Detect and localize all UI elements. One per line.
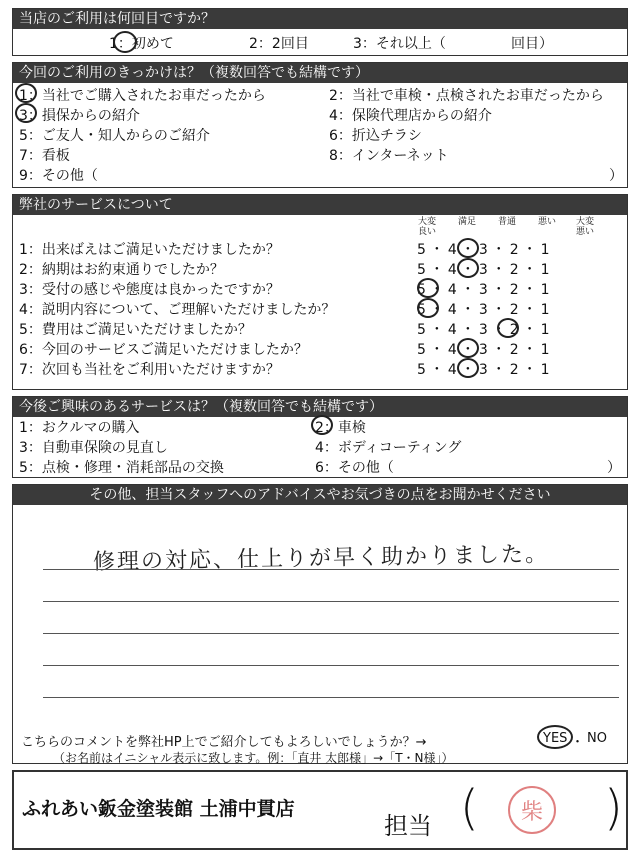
trigger-item-5[interactable]: 5：ご友人・知人からのご紹介 <box>19 128 210 144</box>
ruled-line <box>43 697 619 698</box>
rating-answer-circle <box>417 278 439 298</box>
staff-label: 担当 <box>384 812 432 840</box>
rating-question-3: 3：受付の感じや態度は良かったですか？ <box>19 282 280 298</box>
scale-label-2: 悪い <box>537 217 556 227</box>
rating-question-1: 1：出来ばえはご満足いただけましたか？ <box>19 242 280 258</box>
selection-circle <box>311 415 333 435</box>
trigger-item-3[interactable]: 3：損保からの紹介 <box>19 108 140 124</box>
rating-question-7: 7：次回も当社をご利用いただけますか？ <box>19 362 280 378</box>
interest-item-1[interactable]: 1：おクルマの購入 <box>19 420 140 436</box>
service-rating-section <box>12 194 628 390</box>
scale-label-5: 大変 良い <box>417 217 436 237</box>
rating-answer-circle <box>497 318 519 338</box>
staff-seal-text: 柴 <box>520 799 543 825</box>
comments-section <box>12 484 628 764</box>
rating-answer-circle <box>457 358 479 378</box>
option-separator: ・ <box>571 735 585 750</box>
scale-label-3: 普通 <box>497 217 516 227</box>
shop-footer <box>12 770 628 850</box>
visit-option-1[interactable]: 1：初めて <box>109 36 174 52</box>
ruled-line <box>43 633 619 634</box>
selection-circle <box>537 725 573 749</box>
ruled-line <box>43 601 619 602</box>
trigger-item-7[interactable]: 7：看板 <box>19 148 70 164</box>
interest-section <box>12 396 628 478</box>
rating-answer-circle <box>457 258 479 278</box>
trigger-header: 今回のご利用のきっかけは？（複数回答でも結構です） <box>13 63 627 83</box>
publish-permission-question: こちらのコメントを弊社HP上でご紹介してもよろしいでしょうか？→ <box>21 735 427 750</box>
selection-circle <box>15 83 37 103</box>
visit-option-3-tail: 回目） <box>511 36 553 52</box>
rating-answer-circle <box>457 338 479 358</box>
scale-label-4: 満足 <box>457 217 476 227</box>
rating-scale-6[interactable]: 5・4・3・2・1 <box>417 342 554 358</box>
trigger-item-9-close: ） <box>609 168 623 184</box>
initials-note: （お名前はイニシャル表示に致します。例：「直井 太郎様」→「T・N様」） <box>53 751 454 765</box>
rating-scale-7[interactable]: 5・4・3・2・1 <box>417 362 554 378</box>
rating-question-5: 5：費用はご満足いただけましたか？ <box>19 322 252 338</box>
rating-answer-circle <box>457 238 479 258</box>
rating-question-4: 4：説明内容について、ご理解いただけましたか？ <box>19 302 336 318</box>
interest-item-2[interactable]: 2：車検 <box>315 420 366 436</box>
rating-scale-1[interactable]: 5・4・3・2・1 <box>417 242 554 258</box>
visit-option-2[interactable]: 2：2回目 <box>249 36 309 52</box>
trigger-section <box>12 62 628 188</box>
trigger-item-4[interactable]: 4：保険代理店からの紹介 <box>329 108 492 124</box>
selection-circle <box>113 31 137 53</box>
scale-label-1: 大変 悪い <box>575 217 594 237</box>
interest-header: 今後ご興味のあるサービスは？（複数回答でも結構です） <box>13 397 627 417</box>
rating-scale-3[interactable]: 5・4・3・2・1 <box>417 282 554 298</box>
rating-answer-circle <box>417 298 439 318</box>
interest-item-6[interactable]: 6：その他（ <box>315 460 394 476</box>
trigger-item-6[interactable]: 6：折込チラシ <box>329 128 422 144</box>
rating-scale-4[interactable]: 5・4・3・2・1 <box>417 302 554 318</box>
trigger-item-1[interactable]: 1：当社でご購入されたお車だったから <box>19 88 266 104</box>
service-rating-header: 弊社のサービスについて <box>13 195 627 215</box>
trigger-item-9[interactable]: 9：その他（ <box>19 168 98 184</box>
rating-scale-5[interactable]: 5・4・3・2・1 <box>417 322 554 338</box>
rating-question-6: 6：今回のサービスご満足いただけましたか？ <box>19 342 308 358</box>
selection-circle <box>15 103 37 123</box>
interest-item-4[interactable]: 4：ボディコーティング <box>315 440 462 456</box>
visit-option-3[interactable]: 3：それ以上（ <box>353 36 446 52</box>
interest-item-5[interactable]: 5：点検・修理・消耗部品の交換 <box>19 460 224 476</box>
publish-no-option[interactable]: NO <box>587 731 607 746</box>
comments-header: その他、担当スタッフへのアドバイスやお気づきの点をお聞かせください <box>13 485 627 505</box>
trigger-item-8[interactable]: 8：インターネット <box>329 148 449 164</box>
interest-item-3[interactable]: 3：自動車保険の見直し <box>19 440 168 456</box>
ruled-line <box>43 569 619 570</box>
ruled-line <box>43 665 619 666</box>
staff-paren-open: ( <box>460 780 479 836</box>
publish-yes-option[interactable]: YES <box>543 731 568 746</box>
staff-paren-close: ) <box>604 780 623 836</box>
shop-name: ふれあい鈑金塗装館 土浦中貫店 <box>22 798 295 820</box>
visit-count-header: 当店のご利用は何回目ですか？ <box>13 9 627 29</box>
handwritten-comment: 修理の対応、仕上りが早く助かりました。 <box>92 542 550 575</box>
trigger-item-2[interactable]: 2：当社で車検・点検されたお車だったから <box>329 88 604 104</box>
rating-scale-2[interactable]: 5・4・3・2・1 <box>417 262 554 278</box>
rating-question-2: 2：納期はお約束通りでしたか？ <box>19 262 224 278</box>
staff-seal-stamp <box>508 786 556 834</box>
interest-item-6-close: ） <box>607 460 621 476</box>
visit-count-section <box>12 8 628 56</box>
